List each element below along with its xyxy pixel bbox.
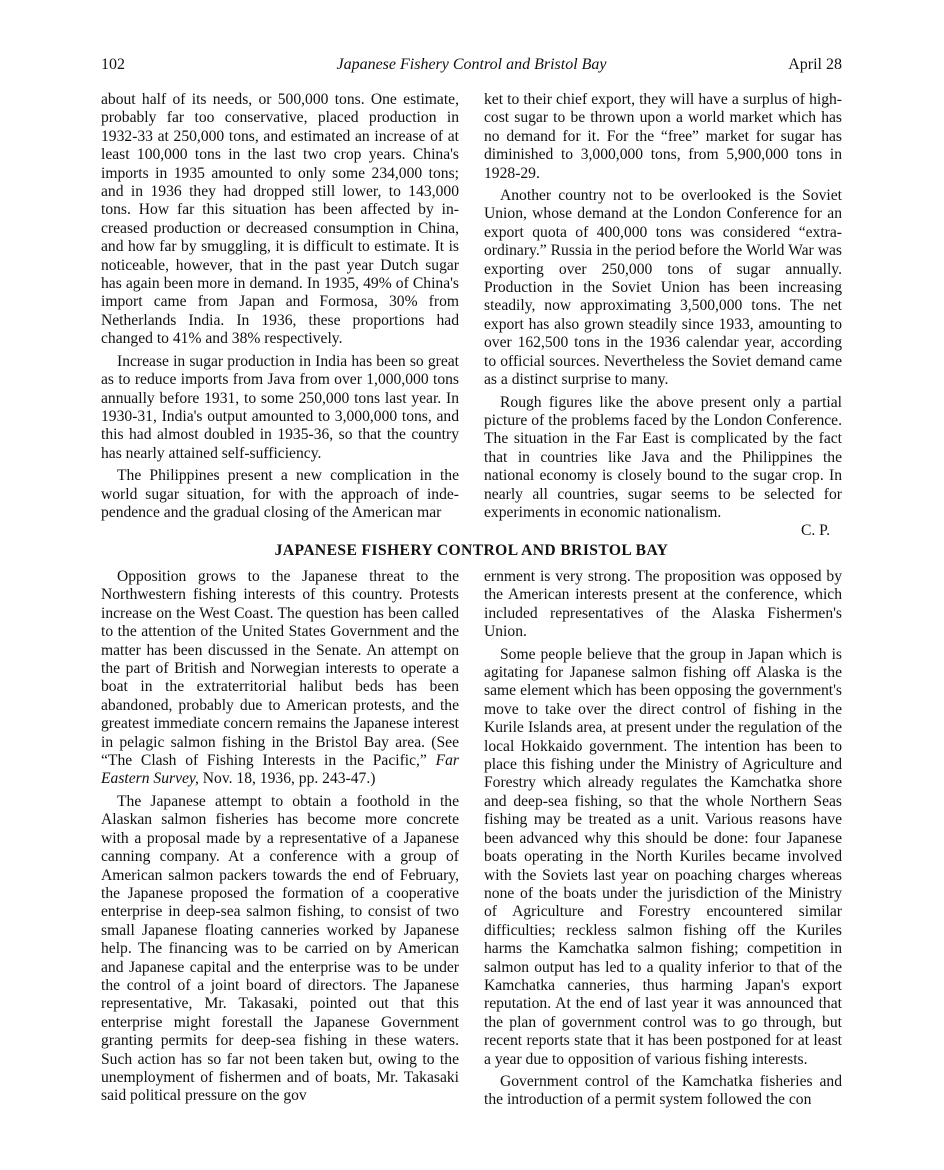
running-title: Japanese Fishery Control and Bristol Bay <box>336 56 607 73</box>
paragraph: ket to their chief export, they will have a surplus of high-cost sugar to be thrown upon a world market which has no demand for it. For the “free” market for sugar has diminished to 3,000,000 tons, from 5,900,000 tons in 1928-29. <box>484 91 842 182</box>
paragraph <box>101 568 459 789</box>
sugar-article-column-left <box>101 91 459 522</box>
page-number: 102 <box>101 56 125 73</box>
sugar-article-column-right <box>484 91 842 541</box>
citation-journal: Far Eastern Survey, <box>101 752 459 788</box>
fishery-article-column-left <box>101 568 459 1106</box>
paragraph: The Japanese attempt to obtain a foothold in the Alaskan salmon fisheries has become more concrete with a proposal made by a representative of a Japanese canning company. At a conference with a group of American salmon packers towards the end of February, the Japanese proposed the formation of a cooperative enterprise in deep-sea salmon fishing, to consist of two small Japanese floating canneries worked by Japanese help. The financing was to be carried on by American and Japanese capital and the enterprise was to be under the control of a joint board of directors. The Japanese representative, Mr. Takasaki, pointed out that this enterprise might forestall the Japanese Government granting permits for deep-sea fishing in these waters. Such action has so far not been taken but, owing to the unemployment of fishermen and of boats, Mr. Takasaki said political pressure on the gov <box>101 792 459 1105</box>
author-signature: C. P. <box>800 522 830 540</box>
issue-date: April 28 <box>788 56 842 73</box>
paragraph: The Philippines present a new complication in the world sugar situation, for with the approach of independence and the gradual closing of the American mar <box>101 467 459 521</box>
paragraph: Rough figures like the above present only a partial picture of the problems faced by the London Conference. The situation in the Far East is complicated by the fact that in countries like Java and the Philippines the national economy is closely bound to the sugar crop. In nearly all countries, sugar seems to be selected for experiments in economic nationalism. <box>484 393 842 521</box>
paragraph: about half of its needs, or 500,000 tons. One estimate, probably far too conservative, placed production in 1932-33 at 250,000 tons, and estimated an increase of at least 100,000 tons in the last two crop years. China's imports in 1935 amounted to only some 234,000 tons; and in 1936 they had dropped still lower, to 143,000 tons. How far this situation has been affected by increased production or decreased consumption in China, and how far by smuggling, it is difficult to estimate. It is noticeable, however, that in the past year Dutch sugar has again been more in demand. In 1935, 49% of China's import came from Japan and Formosa, 30% from Netherlands India. In 1936, these proportions had changed to 41% and 38% respectively. <box>101 91 459 348</box>
paragraph: Government control of the Kamchatka fisheries and the introduction of a permit system followed the con <box>484 1072 842 1109</box>
paragraph-text: Nov. 18, 1936, pp. 243-47.) <box>198 770 376 788</box>
paragraph: Some people believe that the group in Japan which is agitating for Japanese salmon fishing off Alaska is the same element which has been opposing the government's move to take over the direct control of fishing in the Kurile Islands area, at present under the regulation of the local Hokkaido government. The intention has been to place this fishing under the Ministry of Agriculture and Forestry which already regulates the Kamchatka shore and deep-sea fishing, so that the whole Northern Seas fishing may be treated as a unit. Various reasons have been advanced why this should be done: four Japanese boats operating in the North Kuriles became involved with the Soviets last year on poaching charges whereas none of the boats under the jurisdiction of the Ministry of Agriculture and Forestry encountered similar difficulties; reckless salmon fishing off the Kuriles harms the Kamchatka salmon fishing; competition in salmon output has led to a quality inferior to that of the Kamchatka canneries, thus harming Japan's export reputation. At the end of last year it was announced that the plan of government control was to go through, but recent reports state that it has been postponed for at least a year due to opposition of various fishing interests. <box>484 645 842 1068</box>
fishery-article-column-right <box>484 568 842 1110</box>
paragraph: Another country not to be overlooked is the Soviet Union, whose demand at the London Conference for an export quota of 400,000 tons was considered “extraordinary.” Russia in the period before the World War was exporting over 250,000 tons of sugar annually. Production in the Soviet Union has been increasing steadily, now approximating 3,500,000 tons. The net export has also grown steadily since 1933, amounting to over 162,500 tons in the 1936 calendar year, according to official sources. Nevertheless the Soviet demand came as a distinct surprise to many. <box>484 187 842 389</box>
running-header <box>101 55 842 75</box>
paragraph: Increase in sugar production in India has been so great as to reduce imports from Java from over 1,000,000 tons annually before 1931, to some 250,000 tons last year. In 1930-31, India's output amounted to 3,000,000 tons, and this had almost doubled in 1935-36, so that the country has nearly attained self-sufficiency. <box>101 352 459 462</box>
article-title: JAPANESE FISHERY CONTROL AND BRISTOL BAY <box>274 542 669 559</box>
paragraph-text: Opposition grows to the Japanese threat to the Northwestern fishing interests of this country. Protests increase on the West Coast. The question has been called to the attention of the United States Government and the matter has been discussed in the Senate. An attempt on the part of British and Norwegian interests to operate a boat in the extraterritorial halibut beds has been abandoned, probably due to American protests, and the greatest immediate concern remains the Japanese interest in pelagic salmon fishing in the Bristol Bay area. (See “The Clash of Fishing Interests in the Pacific,” <box>101 568 459 770</box>
paragraph: ernment is very strong. The proposition was opposed by the American interests present at the conference, which included representatives of the Alaska Fishermen's Union. <box>484 568 842 641</box>
